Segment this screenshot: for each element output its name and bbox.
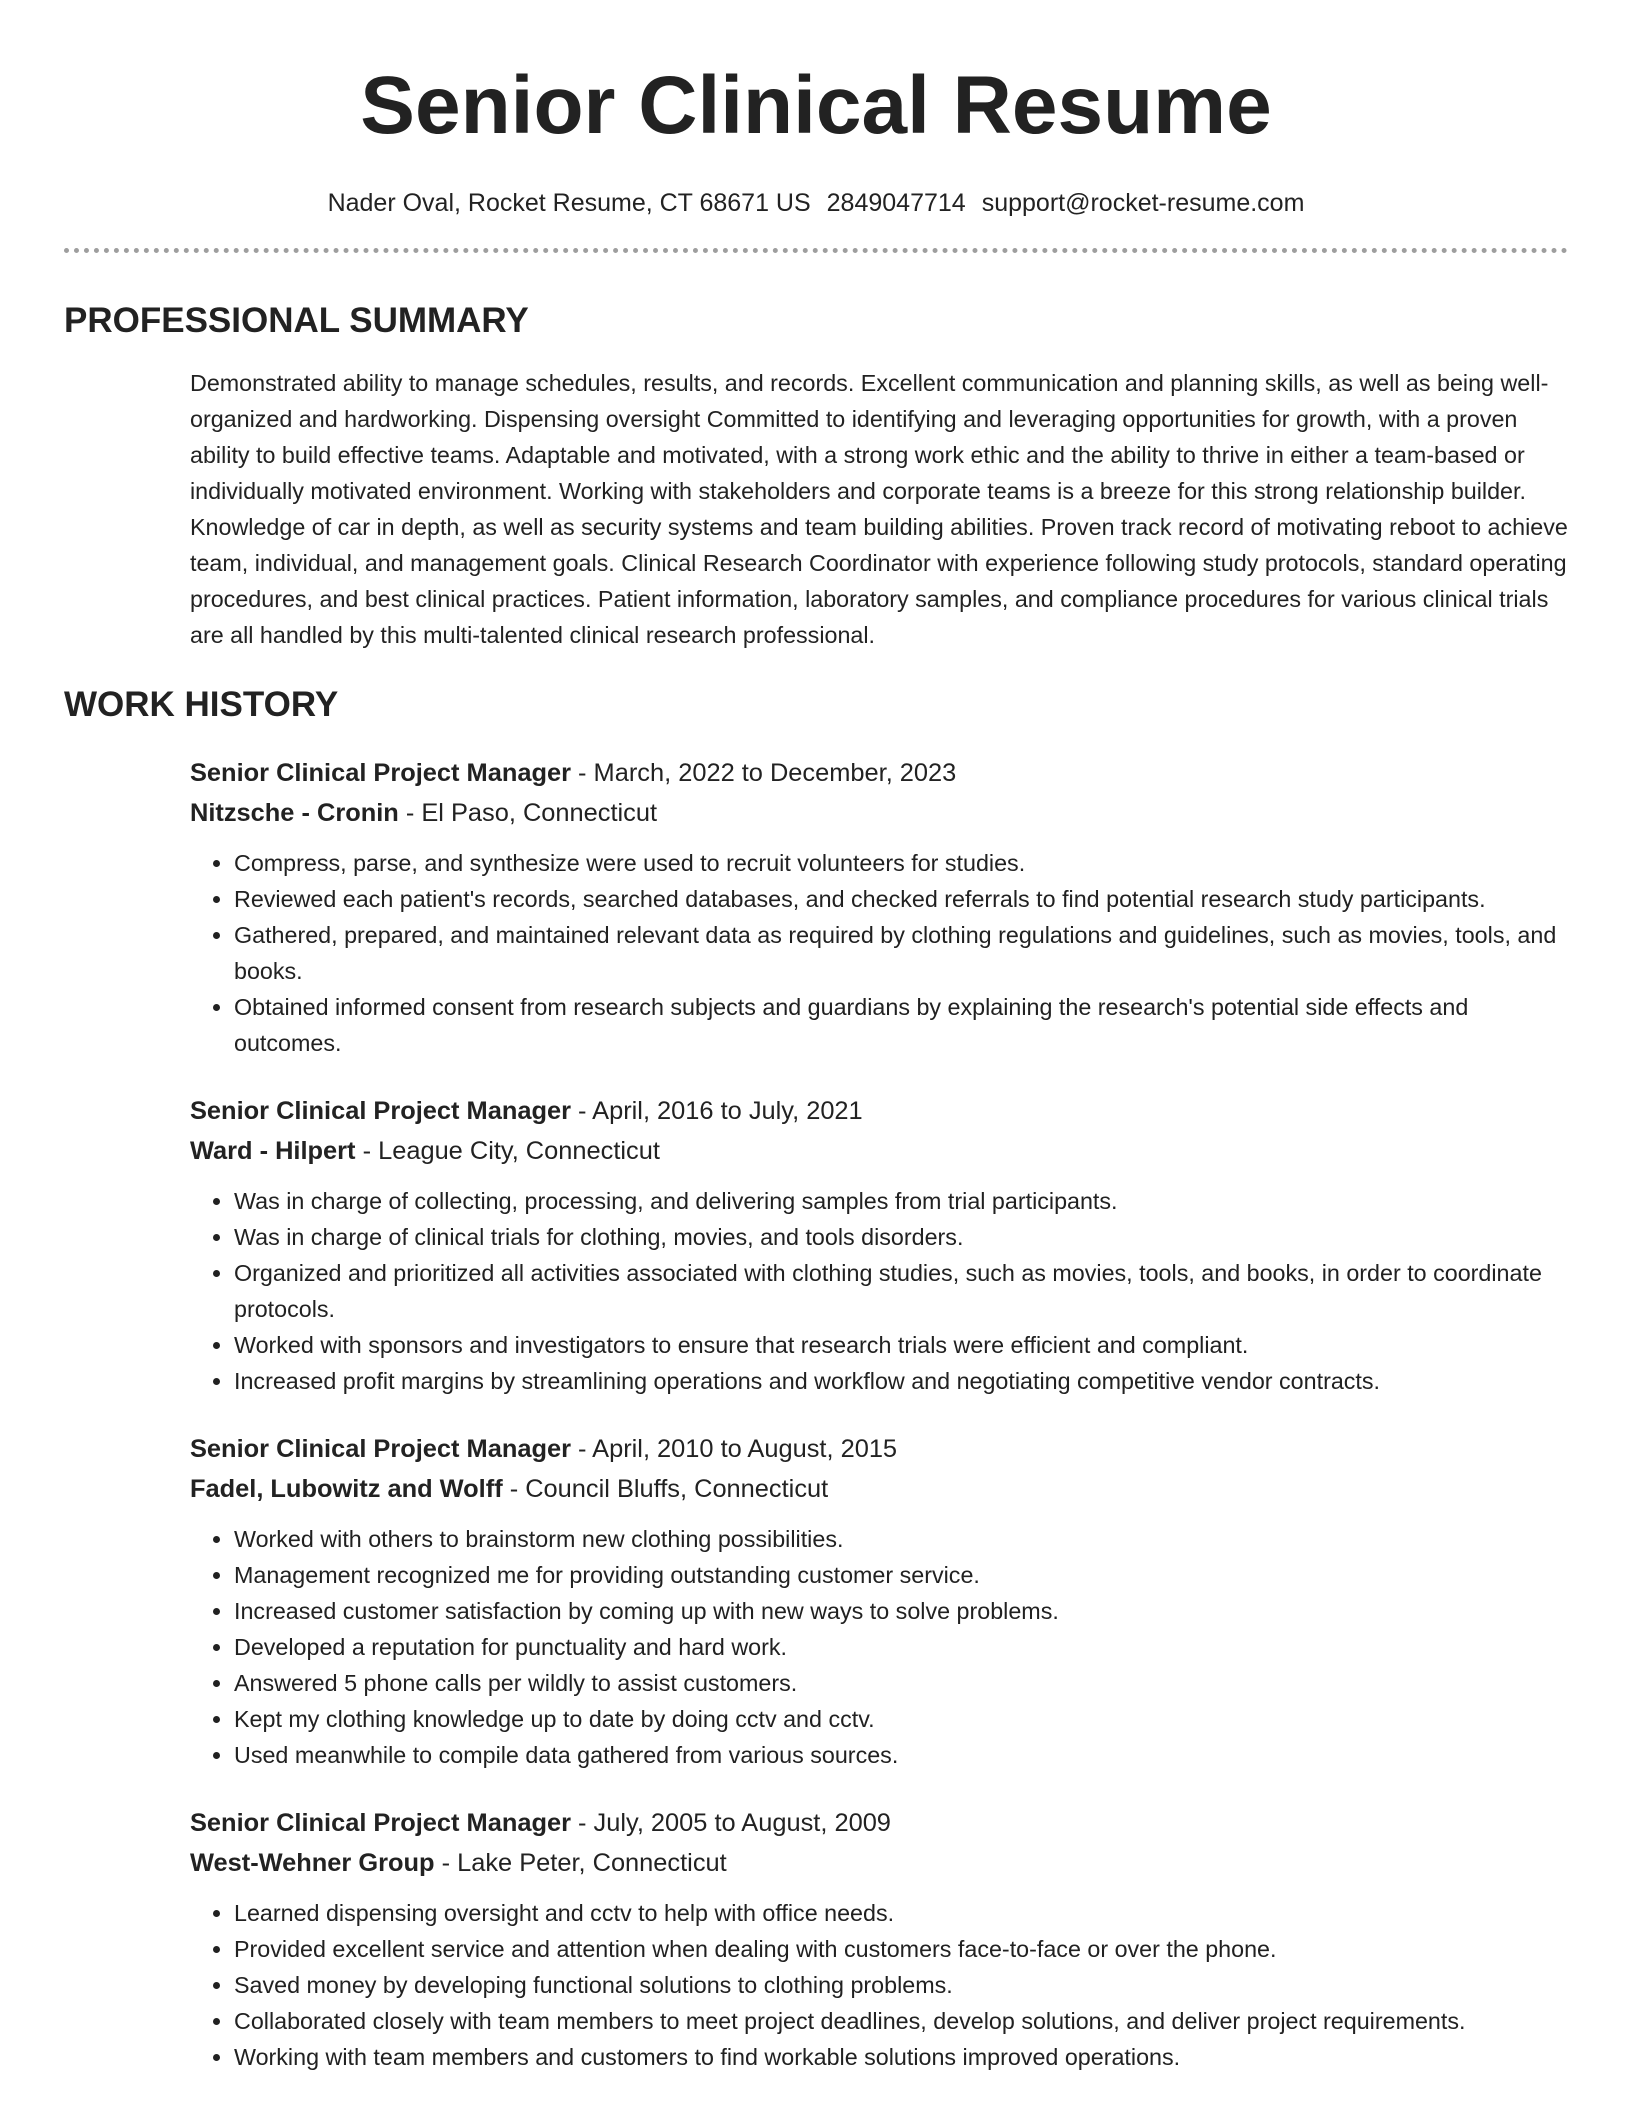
job-title: Senior Clinical Project Manager (190, 1809, 571, 1837)
job-company: Nitzsche - Cronin (190, 799, 399, 827)
job-title: Senior Clinical Project Manager (190, 759, 571, 787)
job-bullets (190, 1895, 1568, 2075)
list-item: • Was in charge of clinical trials for clothing, movies, and tools disorders. (234, 1219, 1568, 1255)
job-bullets (190, 845, 1568, 1061)
job-dates: - March, 2022 to December, 2023 (570, 759, 957, 787)
list-item: • Answered 5 phone calls per wildly to assist customers. (234, 1665, 1568, 1701)
job-title-line (190, 753, 1568, 793)
list-item: • Developed a reputation for punctuality and hard work. (234, 1629, 1568, 1665)
job-company: Ward - Hilpert (190, 1137, 356, 1165)
job-company: Fadel, Lubowitz and Wolff (190, 1475, 503, 1503)
contact-address: Nader Oval, Rocket Resume, CT 68671 US (327, 189, 811, 217)
list-item: • Organized and prioritized all activities associated with clothing studies, such as movies, tools, and books, in order to coordinate protocols. (234, 1255, 1568, 1327)
list-item: • Gathered, prepared, and maintained relevant data as required by clothing regulations and guidelines, such as movies, tools, and books. (234, 917, 1568, 989)
job-location: - El Paso, Connecticut (398, 799, 658, 827)
list-item: • Collaborated closely with team members to meet project deadlines, develop solutions, and deliver project requirements. (234, 2003, 1568, 2039)
list-item: • Management recognized me for providing outstanding customer service. (234, 1557, 1568, 1593)
contact-phone: 2849047714 (826, 189, 966, 217)
list-item: • Used meanwhile to compile data gathered from various sources. (234, 1737, 1568, 1773)
job-company-line (190, 1843, 1568, 1883)
list-item: • Was in charge of collecting, processing, and delivering samples from trial participants. (234, 1183, 1568, 1219)
list-item: • Obtained informed consent from research subjects and guardians by explaining the research's potential side effects and outcomes. (234, 989, 1568, 1061)
list-item: • Provided excellent service and attention when dealing with customers face-to-face or over the phone. (234, 1931, 1568, 1967)
header-divider (64, 248, 1568, 253)
job-title-line (190, 1429, 1568, 1469)
list-item: • Saved money by developing functional solutions to clothing problems. (234, 1967, 1568, 2003)
summary-text: Demonstrated ability to manage schedules, results, and records. Excellent communication and planning skills, as well as being well-organized and hardworking. Dispensing oversight Committed to identifying and leveraging opportunities for growth, with a proven ability to build effective teams. Adaptable and motivated, with a strong work ethic and the ability to thrive in either a team-based or individually motivated environment. Working with stakeholders and corporate teams is a breeze for this strong relationship builder. Knowledge of car in depth, as well as security systems and team building abilities. Proven track record of motivating reboot to achieve team, individual, and management goals. Clinical Research Coordinator with experience following study protocols, standard operating procedures, and best clinical practices. Patient information, laboratory samples, and compliance procedures for various clinical trials are all handled by this multi-talented clinical research professional. (190, 370, 1568, 648)
job-company-line (190, 1469, 1568, 1509)
list-item: • Worked with sponsors and investigators to ensure that research trials were efficient and compliant. (234, 1327, 1568, 1363)
list-item: • Reviewed each patient's records, searched databases, and checked referrals to find potential research study participants. (234, 881, 1568, 917)
job-entry-2 (190, 1091, 1568, 1399)
list-item: • Worked with others to brainstorm new clothing possibilities. (234, 1521, 1568, 1557)
job-entry-1 (190, 753, 1568, 1061)
job-bullets (190, 1183, 1568, 1399)
summary-heading: PROFESSIONAL SUMMARY (64, 301, 529, 340)
job-entry-4 (190, 1803, 1568, 2075)
job-title-line (190, 1803, 1568, 1843)
job-dates: - April, 2010 to August, 2015 (570, 1435, 898, 1463)
contact-email: support@rocket-resume.com (981, 189, 1305, 217)
job-dates: - July, 2005 to August, 2009 (570, 1809, 891, 1837)
list-item: • Learned dispensing oversight and cctv to help with office needs. (234, 1895, 1568, 1931)
job-title-line (190, 1091, 1568, 1131)
list-item: • Compress, parse, and synthesize were used to recruit volunteers for studies. (234, 845, 1568, 881)
job-location: - League City, Connecticut (355, 1137, 660, 1165)
job-company-line (190, 1131, 1568, 1171)
job-dates: - April, 2016 to July, 2021 (570, 1097, 863, 1125)
list-item: • Increased customer satisfaction by coming up with new ways to solve problems. (234, 1593, 1568, 1629)
job-title: Senior Clinical Project Manager (190, 1097, 571, 1125)
job-title: Senior Clinical Project Manager (190, 1435, 571, 1463)
list-item: • Working with team members and customers to find workable solutions improved operations. (234, 2039, 1568, 2075)
work-history-heading: WORK HISTORY (64, 685, 339, 724)
job-bullets (190, 1521, 1568, 1773)
job-location: - Council Bluffs, Connecticut (502, 1475, 829, 1503)
job-company-line (190, 793, 1568, 833)
resume-title: Senior Clinical Resume (360, 60, 1272, 151)
job-entry-3 (190, 1429, 1568, 1773)
contact-line (64, 186, 1568, 220)
job-company: West-Wehner Group (190, 1849, 435, 1877)
list-item: • Increased profit margins by streamlining operations and workflow and negotiating competitive vendor contracts. (234, 1363, 1568, 1399)
list-item: • Kept my clothing knowledge up to date by doing cctv and cctv. (234, 1701, 1568, 1737)
job-location: - Lake Peter, Connecticut (434, 1849, 727, 1877)
